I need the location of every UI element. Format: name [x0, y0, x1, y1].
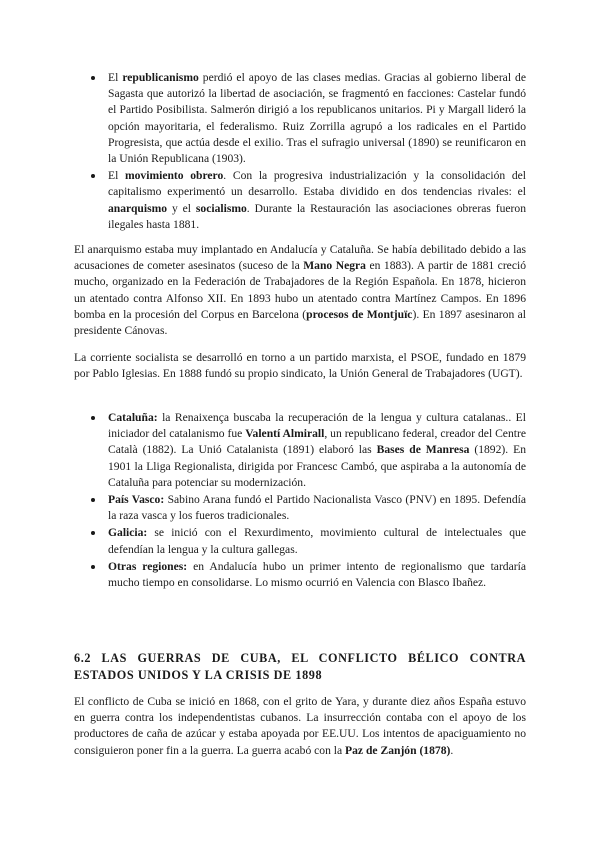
list-item-movimiento-obrero: El movimiento obrero. Con la progresiva industrialización y la consolidación del capitalismo experimentó un desarrollo. Estaba dividido en dos tendencias rivales: el anarquismo y el socialismo. Durante la Restauración las asociaciones obreras fueron ilegales hasta 1881.: [74, 168, 526, 233]
list-item-pais-vasco: País Vasco: Sabino Arana fundó el Partido Nacionalista Vasco (PNV) en 1895. Defendía la raza vasca y los fueros tradicionales.: [74, 492, 526, 524]
regionalism-list: [74, 410, 526, 592]
paragraph-cuba: El conflicto de Cuba se inició en 1868, con el grito de Yara, y durante diez años España estuvo en guerra contra los independentistas cubanos. La insurrección contaba con el apoyo de los productores de caña de azúcar y estaba apoyada por EE.UU. Los intentos de apaciguamiento no consiguieron poner fin a la guerra. La guerra acabó con la Paz de Zanjón (1878).: [74, 695, 526, 757]
list-item-galicia: Galicia: se inició con el Rexurdimento, movimiento cultural de intelectuales que defendían la lengua y la cultura gallegas.: [74, 525, 526, 557]
list-item-cataluna: Cataluña: la Renaixença buscaba la recuperación de la lengua y cultura catalanas.. El iniciador del catalanismo fue Valentí Almirall, un republicano federal, creador del Centre Català (1882). La Unió Catalanista (1891) elaboró las Bases de Manresa (1892). En 1901 la Lliga Regionalista, dirigida por Francesc Cambó, que aspiraba a la autonomía de Cataluña para potenciar su modernización.: [74, 410, 526, 491]
paragraph-socialismo: La corriente socialista se desarrolló en torno a un partido marxista, el PSOE, fundado en 1879 por Pablo Iglesias. En 1888 fundó su propio sindicato, la Unión General de Trabajadores (UGT).: [74, 351, 526, 381]
list-item-republicanismo: El republicanismo perdió el apoyo de las clases medias. Gracias al gobierno liberal de Sagasta que autorizó la libertad de asociación, se fragmentó en facciones: Castelar fundó el Partido Posibilista. Salmerón dirigió a los republicanos unitarios. Pi y Margall lideró la opción mayoritaria, el federalismo. Ruiz Zorrilla agrupó a los radicales en el Partido Progresista, que actúa desde el exilio. Tras el sufragio universal (1890) se reunificaron en la Unión Republicana (1903).: [74, 70, 526, 167]
political-movements-list: [74, 70, 526, 234]
section-heading: 6.2 LAS GUERRAS DE CUBA, EL CONFLICTO BÉLICO CONTRA ESTADOS UNIDOS Y LA CRISIS DE 1898: [74, 651, 526, 682]
list-item-otras-regiones: Otras regiones: en Andalucía hubo un primer intento de regionalismo que tardaría mucho tiempo en consolidarse. Lo mismo ocurrió en Valencia con Blasco Ibañez.: [74, 559, 526, 591]
paragraph-anarquismo: El anarquismo estaba muy implantado en Andalucía y Cataluña. Se había debilitado debido a las acusaciones de cometer asesinatos (suceso de la Mano Negra en 1883). A partir de 1881 creció mucho, organizado en la Federación de Trabajadores de la Región Española. En 1878, hicieron un atentado contra Alfonso XII. En 1893 hubo un atentado contra Martínez Campos. En 1896 bomba en la procesión del Corpus en Barcelona (procesos de Montjuïc). En 1897 asesinaron al presidente Cánovas.: [74, 243, 526, 338]
